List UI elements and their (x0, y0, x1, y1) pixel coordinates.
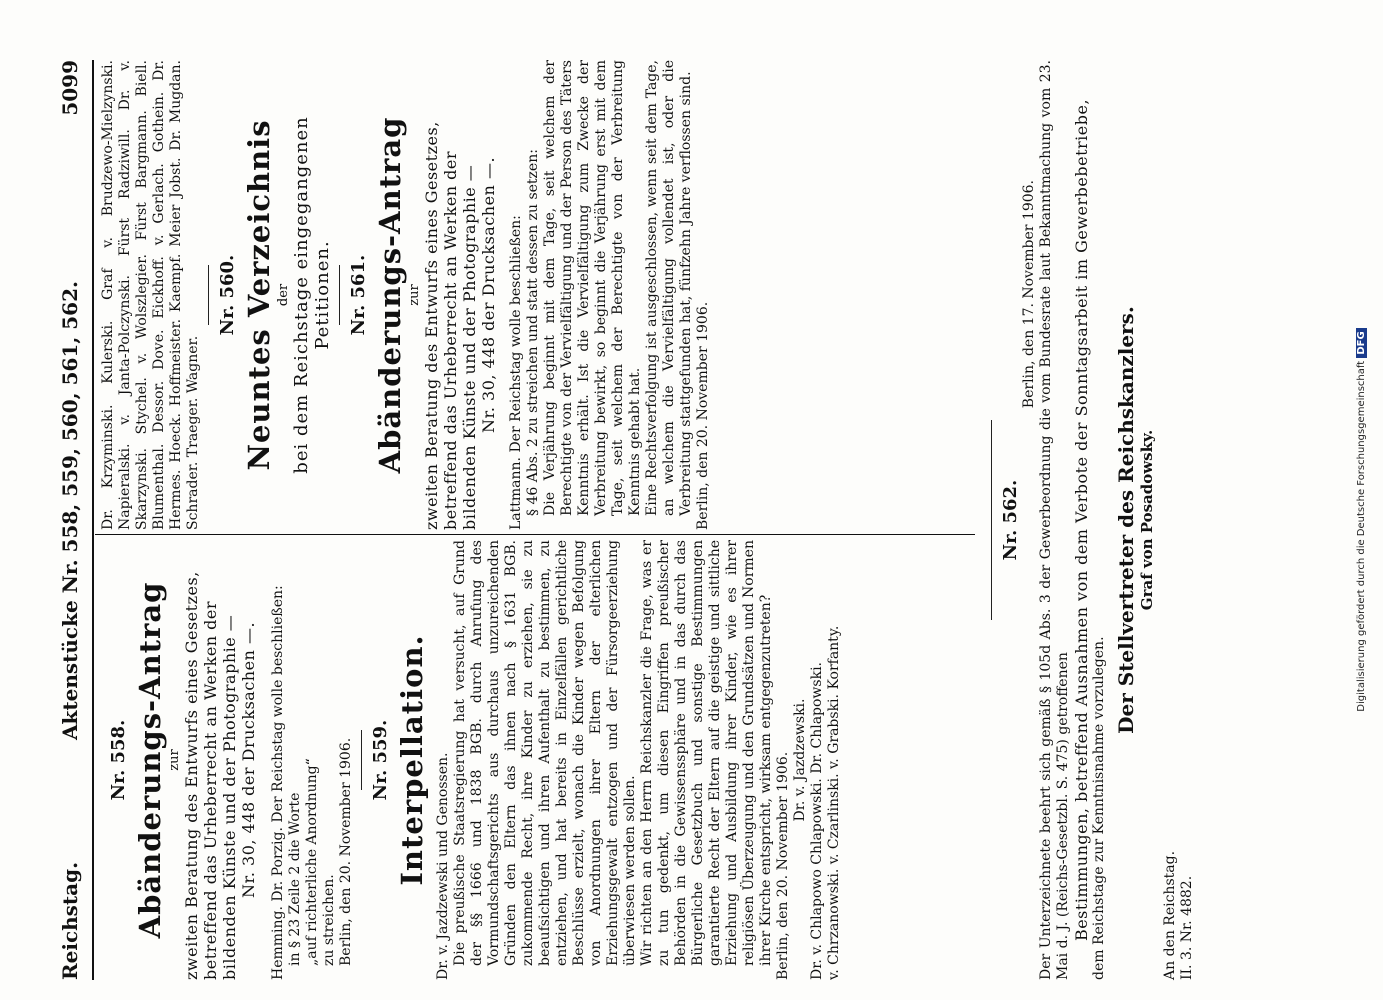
section-558-date: Berlin, den 20. November 1906. (338, 737, 354, 966)
separator (208, 265, 209, 325)
separator (339, 265, 340, 325)
signature-line: Dr. v. Jazdzewski. (792, 698, 808, 822)
section-562-name: Graf von Posadowsky. (1138, 429, 1156, 611)
section-560-der: der (276, 283, 291, 307)
subject-line: betreffend das Urheberrecht an Werken der (201, 600, 220, 980)
section-560-subtitle: bei dem Reichstage eingegangenen Petitionen. (291, 116, 333, 474)
signature-line: Dr. v. Chlapowo Chlapowski. Dr. Chlapowski. (809, 661, 825, 980)
right-column (100, 60, 712, 530)
subject-line: zweiten Beratung des Entwurfs eines Gesetzes, (422, 121, 441, 530)
subject-line: bildenden Künste und der Photographie — (460, 164, 479, 530)
section-562-body2: dem Reichstage zur Kenntnisnahme vorzulegen. (1091, 636, 1107, 980)
subject-line: bildenden Künste und der Photographie — (220, 614, 239, 980)
page-header (58, 60, 92, 980)
interpellation-intro: Dr. v. Jazdzewski und Genossen. (435, 752, 451, 980)
section-559-title: Interpellation. (395, 634, 429, 886)
section-559-date: Berlin, den 20. November 1906. (775, 751, 791, 980)
section-558-number: Nr. 558. (108, 719, 129, 801)
subject-line: betreffend das Urheberrecht an Werken der (441, 150, 460, 530)
section-560-title: Neuntes Verzeichnis (242, 119, 276, 471)
section-562-number: Nr. 562. (1000, 479, 1021, 561)
section-562-date: Berlin, den 17. November 1906. (1021, 180, 1037, 409)
motion-item: in § 23 Zeile 2 die Worte (287, 792, 303, 966)
section-562-signer: Der Stellvertreter des Reichskanzlers. (1114, 306, 1138, 734)
rotated-page-content (0, 40, 1383, 1000)
section-558-motion (270, 540, 355, 980)
page-number: 5099 (58, 60, 82, 116)
digitization-note (1356, 40, 1367, 1000)
address-line: II. 3. Nr. 4882. (1179, 875, 1195, 980)
section-561-title: Abänderungs-Antrag (373, 116, 407, 474)
digitization-text: Digitalisierung gefördert durch die Deutsche Forschungsgemeinschaft (1356, 360, 1367, 712)
section-558-title: Abänderungs-Antrag (133, 581, 167, 939)
section-562-body: Der Unterzeichnete beehrt sich gemäß § 105d Abs. 3 der Gewerbeordnung die vom Bundesrate laut Bekanntmachung vom 23. Mai d. J. (Reichs-Gesetzbl. S. 475) getroffenen (1038, 60, 1071, 980)
separator (991, 420, 992, 620)
dfg-logo: DFG (1356, 328, 1367, 357)
signatories-continued: Dr. Krzyminski. Kulerski. Graf v. Brudzewo-Mielzynski. Napieralski. v. Janta-Polczynski. Fürst Radziwill. Dr. v. Skarzynski. Stychel. v. Wolszlegier. Fürst Bargmann. Biell. Blumenthal. Dessor. Dove. Eickhoff. v. Gerlach. Gothein. Dr. Hermes. Hoeck. Hoffmeister. Kaempf. Meier Jobst. Dr. Mugdan. Schrader. Traeger. Wagner. (100, 60, 201, 530)
motion-item: § 46 Abs. 2 zu streichen und statt dessen zu setzen: (525, 149, 541, 516)
interpellation-paragraph: Wir richten an den Herrn Reichskanzler die Frage, was er zu tun gedenkt, um diesen Eingriffen preußischer Behörden in die Gewissenssphäre und in das durch das Bürgerliche Gesetzbuch und sonstige Bestimmungen garantierte Recht der Eltern auf die geistige und sittliche Erziehung und Ausbildung ihrer Kinder, wie es ihrer religiösen Überzeugung und den Grundsätzen und Normen ihrer Kirche entspricht, wirksam entgegenzutreten? (639, 540, 774, 966)
section-561-subject (422, 60, 498, 530)
section-561-number: Nr. 561. (348, 254, 369, 336)
motion-text: Hemming. Dr. Porzig. Der Reichstag wolle beschließen: (270, 585, 286, 980)
motion-item: zu streichen. (321, 874, 337, 966)
section-558-zur: zur (167, 749, 182, 771)
motion-paragraph: Eine Rechtsverfolgung ist ausgeschlossen, wenn seit dem Tage, an welchem die Vervielfältigung vollendet ist, oder die Verbreitung stattgefunden hat, fünfzehn Jahre verflossen sind. (644, 60, 694, 516)
separator (361, 730, 362, 790)
header-title: Aktenstücke Nr. 558, 559, 560, 561, 562. (58, 281, 82, 740)
signature-line: v. Chrzanowski. v. Czarlinski. v. Grabski. Korfanty. (826, 625, 842, 980)
section-558-subject (182, 540, 258, 980)
subject-line: zweiten Beratung des Entwurfs eines Gesetzes, (182, 571, 201, 980)
header-rule (92, 60, 94, 980)
left-column (100, 540, 843, 980)
motion-quote: „auf richterliche Anordnung“ (304, 758, 320, 966)
header-left: Reichstag. (58, 861, 82, 980)
section-560-number: Nr. 560. (217, 254, 238, 336)
section-562-center: Bestimmungen, betreffend Ausnahmen von dem Verbote der Sonntagsarbeit im Gewerbebetriebe, (1072, 98, 1091, 942)
interpellation-paragraph: Die preußische Staatsregierung hat versucht, auf Grund der §§ 1666 und 1838 BGB. durch Anrufung des Vormundschaftsgerichts aus durchaus unzureichenden Gründen den Eltern das ihnen nach § 1631 BGB. zukommende Recht, ihre Kinder zu erziehen, sie zu beaufsichtigen und ihren Aufenthalt zu bestimmen, zu entziehen, und hat bereits in Einzelfällen gerichtliche Beschlüsse erzielt, wonach die Kinder wegen Befolgung von Anordnungen ihrer Eltern der elterlichen Erziehungsgewalt entzogen und der Fürsorgeerziehung überwiesen werden sollen. (452, 540, 638, 966)
section-559-number: Nr. 559. (370, 719, 391, 801)
motion-paragraph: Die Verjährung beginnt mit dem Tage, seit welchem der Berechtigte von der Vervielfältigung und der Person des Täters Kenntnis erhält. Ist die Vervielfältigung zum Zwecke der Verbreitung bewirkt, so beginnt die Verjährung erst mit dem Tage, seit welchem der Berechtigte von der Verbreitung Kenntnis gehabt hat. (542, 60, 643, 516)
section-561-date: Berlin, den 20. November 1906. (695, 301, 711, 530)
address-line: An den Reichstag. (1162, 850, 1178, 980)
section-562 (985, 60, 1196, 980)
motion-text: Lattmann. Der Reichstag wolle beschließen: (508, 215, 524, 530)
subject-line: Nr. 30, 448 der Drucksachen —. (479, 156, 498, 434)
subject-line: Nr. 30, 448 der Drucksachen —. (239, 621, 258, 899)
section-561-zur: zur (407, 284, 422, 306)
section-561-motion (508, 60, 712, 530)
column-divider (95, 534, 975, 535)
section-559-body (435, 540, 843, 980)
